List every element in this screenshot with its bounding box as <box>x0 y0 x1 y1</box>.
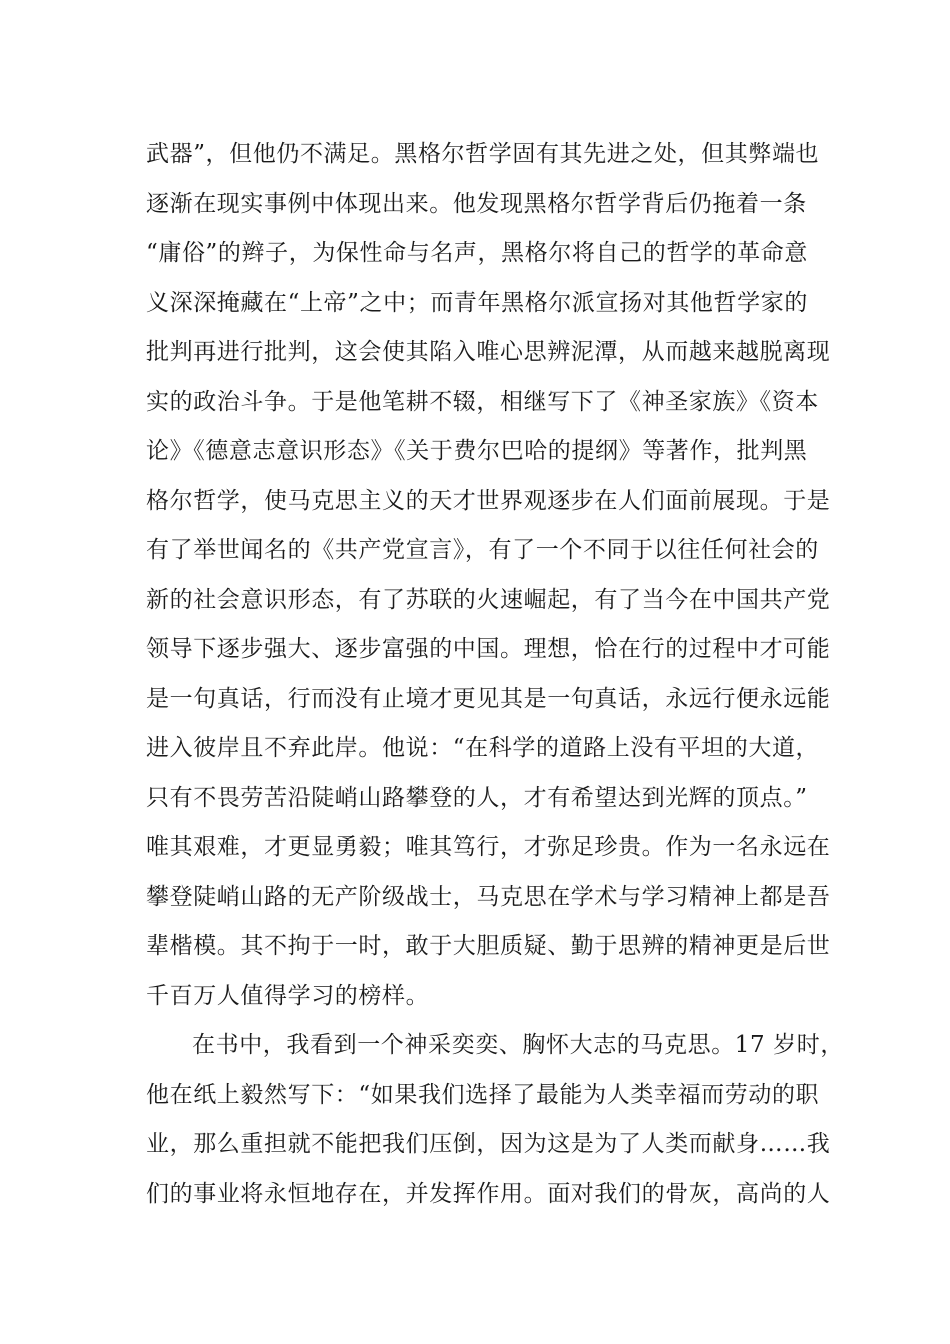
text-line: 只有不畏劳苦沿陡峭山路攀登的人，才有希望达到光辉的顶点。” <box>146 784 808 811</box>
text-line: 义深深掩藏在“上帝”之中；而青年黑格尔派宣扬对其他哲学家的 <box>146 289 808 316</box>
text-line: 业，那么重担就不能把我们压倒，因为这是为了人类而献身……我 <box>146 1131 831 1157</box>
text-line: 批判再进行批判，这会使其陷入唯心思辨泥潭，从而越来越脱离现 <box>146 339 831 365</box>
text-line: 是一句真话，行而没有止境才更见其是一句真话，永远行便永远能 <box>146 685 831 712</box>
text-line: 逐渐在现实事例中体现出来。他发现黑格尔哲学背后仍拖着一条 <box>146 190 807 217</box>
text-line: 千百万人值得学习的榜样。 <box>146 982 430 1009</box>
text-line: 唯其艰难，才更显勇毅；唯其笃行，才弥足珍贵。作为一名永远在 <box>146 834 831 860</box>
text-line: 武器”，但他仍不满足。黑格尔哲学固有其先进之处，但其弊端也 <box>146 141 820 167</box>
paragraph-1 <box>146 130 831 1021</box>
text-line: 论》《德意志意识形态》《关于费尔巴哈的提纲》等著作，批判黑 <box>146 438 808 464</box>
text-line: 格尔哲学，使马克思主义的天才世界观逐步在人们面前展现。于是 <box>146 487 831 514</box>
text-line: 攀登陡峭山路的无产阶级战士，马克思在学术与学习精神上都是吾 <box>146 883 831 910</box>
text-line: 们的事业将永恒地存在，并发挥作用。面对我们的骨灰，高尚的人 <box>146 1180 831 1207</box>
text-line: 进入彼岸且不弃此岸。他说：“在科学的道路上没有平坦的大道， <box>146 735 820 761</box>
text-line: 新的社会意识形态，有了苏联的火速崛起，有了当今在中国共产党 <box>146 586 831 613</box>
paragraph-2 <box>146 1021 844 1219</box>
text-line: 实的政治斗争。于是他笔耕不辍，相继写下了《神圣家族》《资本 <box>146 388 819 415</box>
text-line: 领导下逐步强大、逐步富强的中国。理想，恰在行的过程中才可能 <box>146 636 831 662</box>
text-line: “庸俗”的辫子，为保性命与名声，黑格尔将自己的哲学的革命意 <box>146 240 808 266</box>
text-line: 有了举世闻名的《共产党宣言》，有了一个不同于以往任何社会的 <box>146 537 819 563</box>
text-line: 他在纸上毅然写下：“如果我们选择了最能为人类幸福而劳动的职 <box>146 1081 820 1108</box>
text-line: 辈楷模。其不拘于一时，敢于大胆质疑、勤于思辨的精神更是后世 <box>146 933 831 959</box>
body-text <box>146 130 844 1219</box>
text-line-indented: 在书中，我看到一个神采奕奕、胸怀大志的马克思。17 岁时， <box>192 1032 844 1058</box>
